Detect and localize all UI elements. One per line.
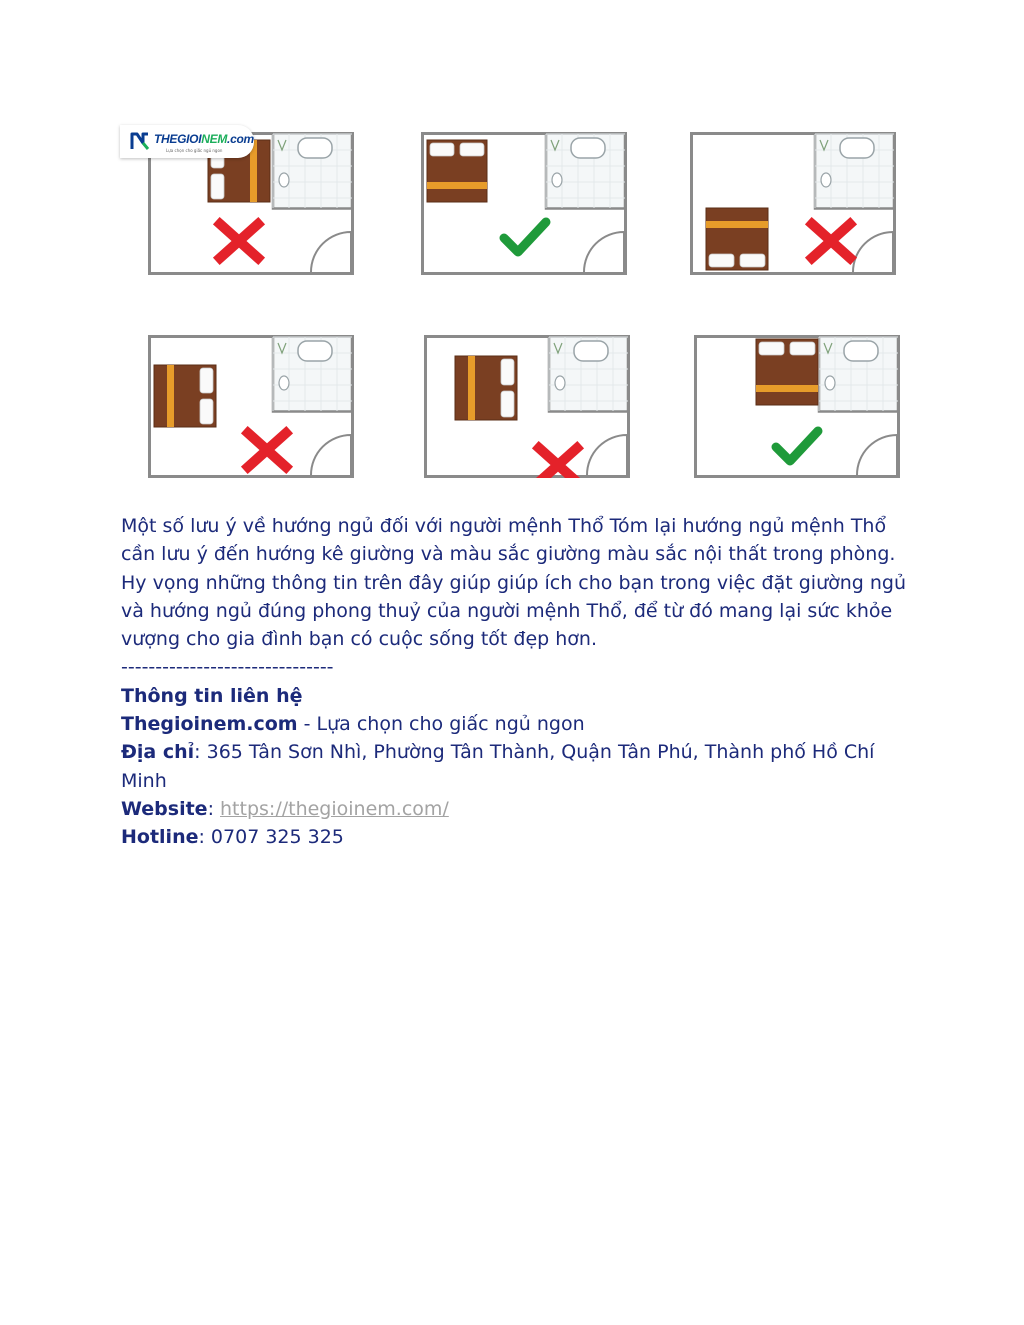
floor-plan-6 [694, 335, 900, 478]
toilet [552, 173, 562, 187]
floor-plan-4 [148, 335, 354, 478]
hotline-label: Hotline [121, 826, 199, 849]
logo-wordmark: THEGIOINEM.com [154, 132, 254, 146]
article-text [121, 512, 911, 852]
website-label: Website [121, 797, 208, 820]
bathtub [298, 341, 332, 361]
brand-name: Thegioinem.com [121, 713, 298, 736]
website-line: Website: https://thegioinem.com/ [121, 797, 449, 820]
contact-heading: Thông tin liên hệ [121, 684, 303, 707]
logo-n-icon [129, 130, 151, 152]
logo-tagline: Lựa chọn cho giấc ngủ ngon [166, 148, 223, 153]
bathtub [298, 138, 332, 158]
bathtub [574, 341, 608, 361]
website-link[interactable]: https://thegioinem.com/ [220, 797, 449, 820]
thegioinem-logo [120, 125, 254, 158]
bathtub [844, 341, 878, 361]
bed [154, 365, 216, 427]
pillow [501, 391, 514, 417]
toilet [825, 376, 835, 390]
bed [756, 339, 818, 405]
pillow [460, 143, 484, 156]
pillow [759, 342, 784, 355]
summary-paragraph: Một số lưu ý về hướng ngủ đối với người mệnh Thổ Tóm lại hướng ngủ mệnh Thổ cần lưu ý đến hướng kê giường và màu sắc giường màu sắc nội thất trong phòng. Hy vọng những thông tin trên đây giúp giúp ích cho bạn trong việc đặt giường ngủ và hướng ngủ đúng phong thuỷ của người mệnh Thổ, để từ đó mang lại sức khỏe vượng cho gia đình bạn có cuộc sống tốt đẹp hơn. [121, 515, 907, 651]
pillow [200, 368, 213, 393]
hotline-value: : 0707 325 325 [198, 826, 344, 849]
pillow [430, 143, 454, 156]
bed [427, 140, 487, 202]
bed [455, 356, 517, 420]
floor-plan-3 [690, 132, 896, 275]
hotline-line [121, 823, 911, 851]
pillow [501, 359, 514, 385]
bathtub [571, 138, 605, 158]
address-label: Địa chỉ [121, 741, 195, 764]
toilet [555, 376, 565, 390]
pillow [200, 399, 213, 424]
floor-plan-2 [421, 132, 627, 275]
pillow [211, 174, 224, 199]
brand-line [121, 710, 911, 738]
bathtub [840, 138, 874, 158]
pillow [709, 254, 734, 267]
pillow [740, 254, 765, 267]
brand-tagline: - Lựa chọn cho giấc ngủ ngon [297, 713, 585, 736]
pillow [790, 342, 815, 355]
address-line [121, 738, 911, 795]
bed [706, 208, 768, 270]
toilet [821, 173, 831, 187]
divider-line: ------------------------------- [121, 656, 334, 679]
address-value: : 365 Tân Sơn Nhì, Phường Tân Thành, Quận Tân Phú, Thành phố Hồ Chí Minh [121, 741, 875, 792]
toilet [279, 173, 289, 187]
floor-plan-5 [424, 335, 630, 478]
toilet [279, 376, 289, 390]
